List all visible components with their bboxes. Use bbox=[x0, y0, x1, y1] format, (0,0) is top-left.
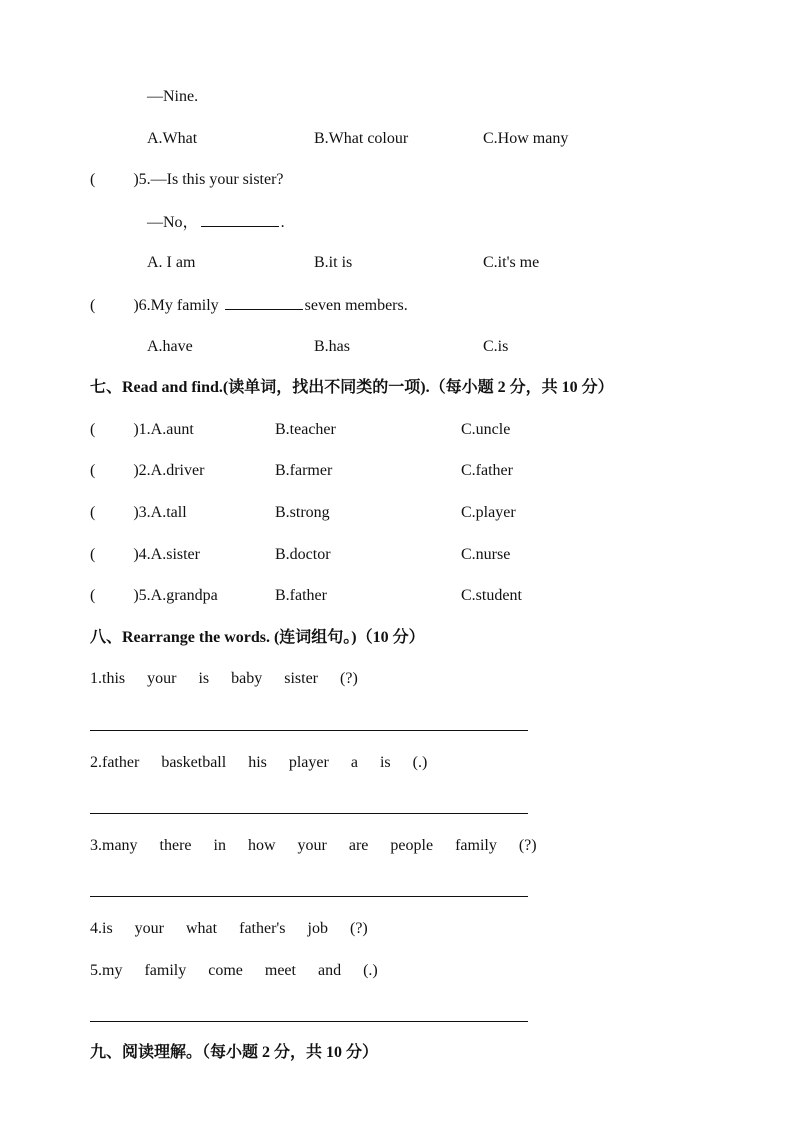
answer-line[interactable] bbox=[90, 730, 528, 731]
section7-option-b: B.strong bbox=[275, 504, 330, 521]
q4-option-a: A.What bbox=[147, 130, 198, 147]
section7-heading: 七、Read and find.(读单词，找出不同类的一项).（每小题 2 分，共 10 分） bbox=[90, 379, 614, 396]
q5-stem-line bbox=[90, 170, 284, 190]
answer-paren-close: ) bbox=[133, 171, 139, 188]
section7-option-c: C.student bbox=[461, 587, 522, 604]
q4-option-b: B.What colour bbox=[314, 130, 409, 147]
section8-heading: 八、Rearrange the words. (连词组句。)（10 分） bbox=[90, 629, 425, 646]
q5-option-a: A. I am bbox=[147, 254, 196, 271]
q4-answer: —Nine. bbox=[147, 88, 199, 105]
section7-option-c: C.father bbox=[461, 462, 513, 479]
q6-option-b: B.has bbox=[314, 338, 350, 355]
q6-stem-line bbox=[90, 295, 408, 316]
fill-blank[interactable] bbox=[201, 212, 279, 227]
answer-line[interactable] bbox=[90, 1021, 528, 1022]
section7-option-c: C.player bbox=[461, 504, 516, 521]
q6-option-c: C.is bbox=[483, 338, 509, 355]
q4-option-c: C.How many bbox=[483, 130, 569, 147]
section7-option-b: B.doctor bbox=[275, 546, 331, 563]
q5-answer-post: . bbox=[280, 214, 285, 231]
q6-option-a: A.have bbox=[147, 338, 193, 355]
q5-answer-pre: —No， bbox=[147, 214, 199, 231]
q5-answer-line bbox=[147, 212, 285, 233]
answer-paren-open: ( bbox=[90, 171, 96, 188]
section9-heading: 九、阅读理解。（每小题 2 分，共 10 分） bbox=[90, 1044, 379, 1061]
rearrange-item-2: 2.father basketball his player a is (.) bbox=[90, 754, 428, 771]
answer-line[interactable] bbox=[90, 896, 528, 897]
section7-option-c: C.nurse bbox=[461, 546, 511, 563]
q5-option-c: C.it's me bbox=[483, 254, 540, 271]
section7-option-b: B.farmer bbox=[275, 462, 333, 479]
section7-item: ( )3.A.tall bbox=[90, 504, 187, 521]
section7-item: ( )4.A.sister bbox=[90, 546, 200, 563]
rearrange-item-5: 5.my family come meet and (.) bbox=[90, 962, 378, 979]
q5-stem: 5.—Is this your sister? bbox=[138, 171, 284, 188]
answer-paren-open: ( bbox=[90, 297, 96, 314]
rearrange-item-3: 3.many there in how your are people family (?) bbox=[90, 837, 537, 854]
section7-option-b: B.teacher bbox=[275, 421, 336, 438]
fill-blank[interactable] bbox=[225, 295, 303, 310]
section7-option-c: C.uncle bbox=[461, 421, 511, 438]
section7-item: ( )5.A.grandpa bbox=[90, 587, 218, 604]
q6-stem-pre: 6.My family bbox=[138, 297, 219, 314]
rearrange-item-4: 4.is your what father's job (?) bbox=[90, 920, 368, 937]
q5-option-b: B.it is bbox=[314, 254, 353, 271]
answer-line[interactable] bbox=[90, 813, 528, 814]
section7-item: ( )2.A.driver bbox=[90, 462, 205, 479]
section7-option-b: B.father bbox=[275, 587, 327, 604]
answer-paren-close: ) bbox=[133, 297, 139, 314]
q6-stem-post: seven members. bbox=[304, 297, 408, 314]
section7-item: ( )1.A.aunt bbox=[90, 421, 194, 438]
rearrange-item-1: 1.this your is baby sister (?) bbox=[90, 670, 358, 687]
